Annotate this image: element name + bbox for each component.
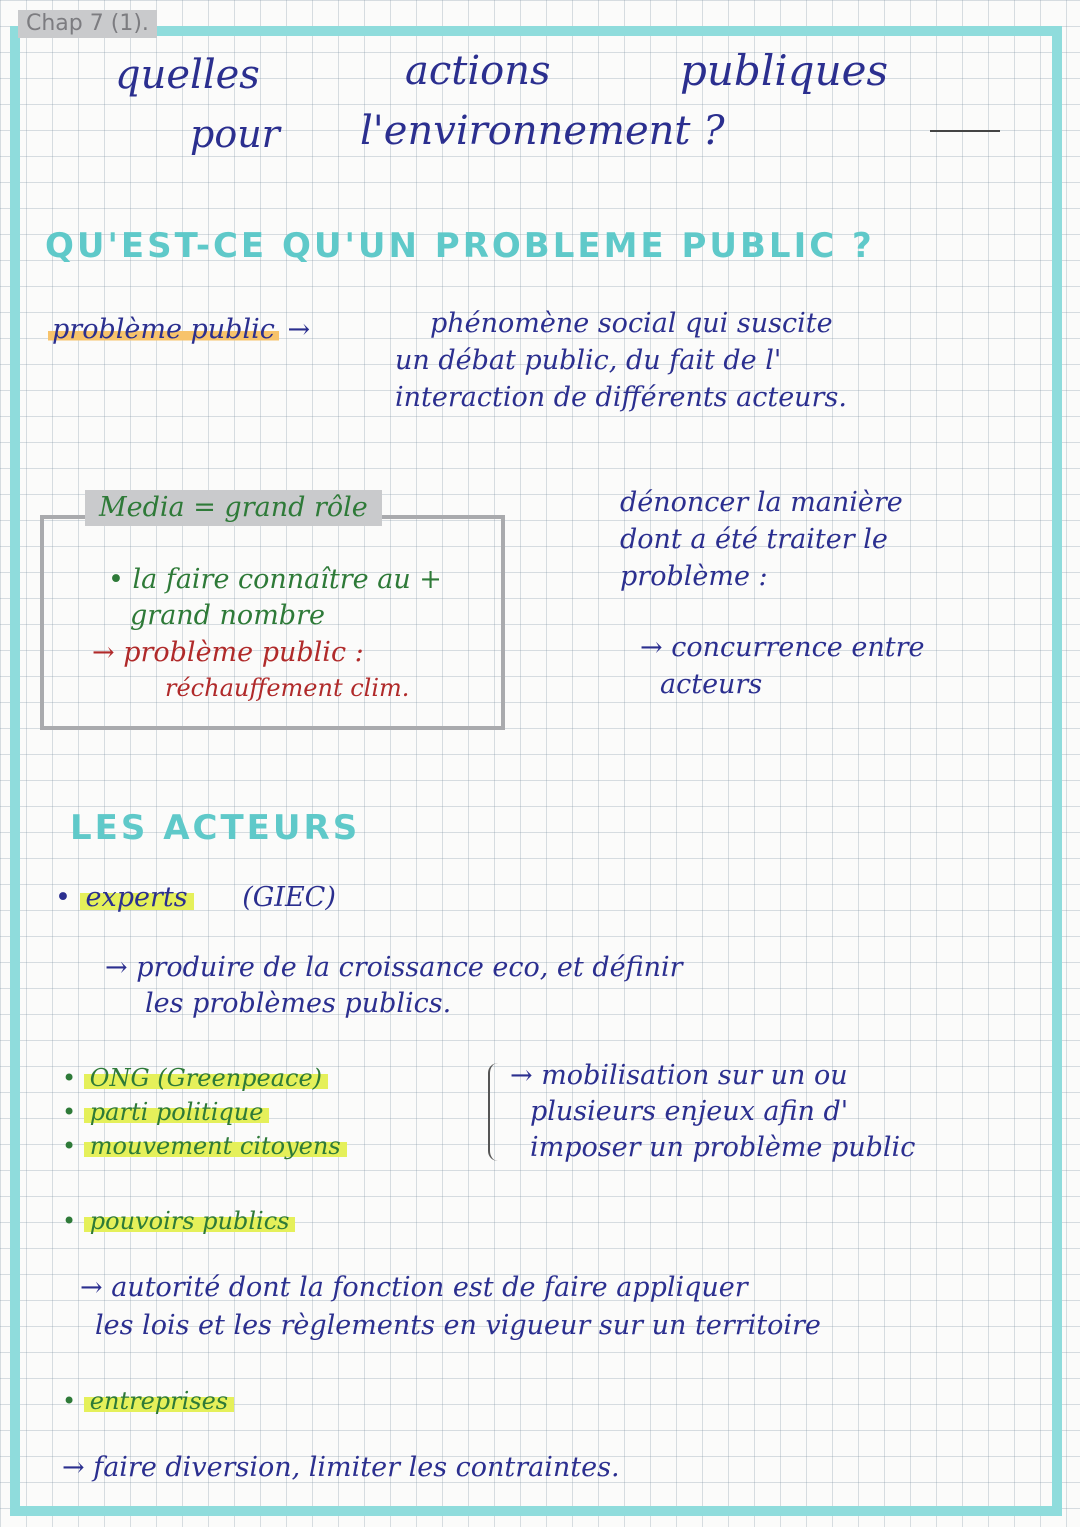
group-desc-3: imposer un problème public [530, 1132, 916, 1163]
group-item-2 [62, 1094, 269, 1130]
group-item-3 [62, 1128, 347, 1164]
experts-desc-2: les problèmes publics. [145, 988, 452, 1019]
term-probleme-public [48, 312, 310, 348]
title-word-pour: pour [190, 112, 280, 156]
media-box-line-1: • la faire connaître au + [108, 564, 442, 595]
pouvoirs-desc-2: les lois et les règlements en vigueur sur un territoire [95, 1310, 821, 1341]
arrow-icon: → [287, 314, 311, 345]
concurrence-line-1: → concurrence entre [640, 632, 925, 663]
experts-item [55, 880, 336, 916]
media-box-title: Media = grand rôle [85, 490, 382, 526]
chapter-label: Chap 7 (1). [18, 10, 157, 38]
group-desc-1: → mobilisation sur un ou [510, 1060, 848, 1091]
pouvoirs-desc-1: → autorité dont la fonction est de faire appliquer [80, 1272, 748, 1303]
experts-desc-1: → produire de la croissance eco, et définir [105, 952, 683, 983]
bullet: • [62, 1064, 84, 1092]
definition-line-3: interaction de différents acteurs. [395, 382, 847, 413]
title-dash [930, 130, 1000, 132]
entreprises-label: entreprises [84, 1387, 234, 1415]
title-word-quelles: quelles [115, 52, 260, 98]
media-box-red-line-2: réchauffement clim. [165, 674, 410, 702]
bullet: • [62, 1132, 84, 1160]
bullet: • [62, 1387, 84, 1415]
group-desc-2: plusieurs enjeux afin d' [530, 1096, 849, 1127]
media-box-red-line-1: → problème public : [92, 637, 364, 668]
concurrence-line-2: acteurs [660, 669, 763, 700]
definition-line-2: un débat public, du fait de l' [395, 345, 782, 376]
entreprises-item [62, 1383, 234, 1419]
bullet: • [62, 1207, 84, 1235]
pouvoirs-item [62, 1203, 295, 1239]
mouvement-label: mouvement citoyens [84, 1132, 347, 1160]
entreprises-desc: → faire diversion, limiter les contraintes. [62, 1452, 620, 1483]
brace [488, 1063, 504, 1161]
bullet: • [62, 1098, 84, 1126]
term-highlight: problème public [48, 314, 279, 345]
experts-label: experts [80, 882, 194, 913]
section-heading-probleme-public: QU'EST-CE QU'UN PROBLEME PUBLIC ? [45, 226, 875, 266]
media-box-line-2: grand nombre [130, 600, 325, 631]
title-word-actions: actions [405, 48, 551, 94]
definition-line-1: phénomène social qui suscite [430, 308, 833, 339]
bullet: • [55, 882, 80, 913]
parti-label: parti politique [84, 1098, 270, 1126]
experts-note: (GIEC) [242, 882, 336, 913]
title-word-environnement: l'environnement ? [360, 108, 725, 154]
group-item-1 [62, 1060, 328, 1096]
denoncer-line-3: problème : [620, 561, 768, 592]
denoncer-line-2: dont a été traiter le [620, 524, 888, 555]
pouvoirs-label: pouvoirs publics [84, 1207, 296, 1235]
denoncer-line-1: dénoncer la manière [620, 487, 903, 518]
title-word-publiques: publiques [680, 46, 889, 95]
ong-label: ONG (Greenpeace) [84, 1064, 328, 1092]
section-heading-acteurs: LES ACTEURS [70, 808, 361, 848]
